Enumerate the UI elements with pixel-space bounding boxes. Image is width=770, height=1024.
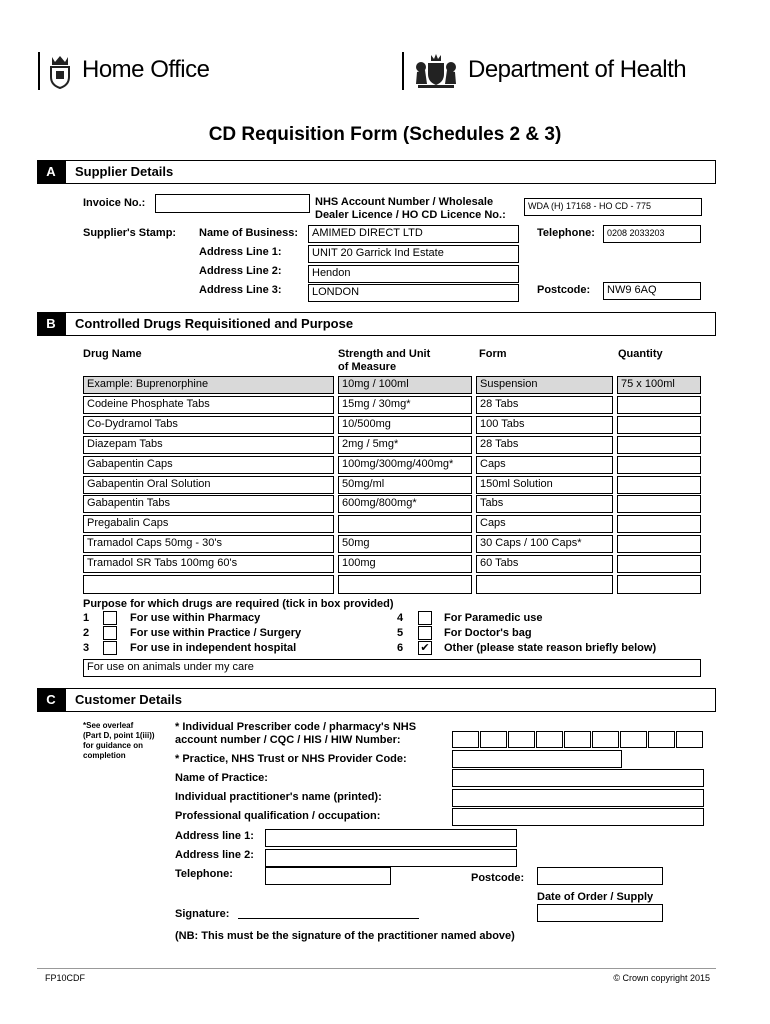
practitioner-name-field[interactable]	[452, 789, 704, 807]
prescriber-code-box[interactable]	[676, 731, 703, 748]
copyright: © Crown copyright 2015	[613, 973, 710, 983]
form-cell[interactable]: Tabs	[476, 495, 613, 513]
drug-name-cell[interactable]: Tramadol Caps 50mg - 30's	[83, 535, 334, 553]
purpose-label-practice: For use within Practice / Surgery	[130, 627, 302, 639]
supplier-postcode-field[interactable]: NW9 6AQ	[603, 282, 701, 300]
purpose-checkbox-doctors-bag[interactable]	[418, 626, 432, 640]
quantity-cell[interactable]	[617, 456, 701, 474]
customer-postcode-label: Postcode:	[471, 872, 525, 884]
address-line-2-field[interactable]: Hendon	[308, 265, 519, 283]
customer-telephone-field[interactable]	[265, 867, 391, 885]
prescriber-code-label-line2: account number / CQC / HIS / HIW Number:	[175, 734, 401, 746]
strength-cell[interactable]	[338, 575, 472, 594]
strength-cell[interactable]: 600mg/800mg*	[338, 495, 472, 513]
customer-postcode-field[interactable]	[537, 867, 663, 885]
section-c-letter: C	[37, 688, 65, 712]
address-line-2-label: Address Line 2:	[199, 265, 282, 277]
supplier-telephone-label: Telephone:	[537, 227, 595, 239]
drug-name-cell[interactable]: Codeine Phosphate Tabs	[83, 396, 334, 414]
purpose-checkbox-other[interactable]	[418, 641, 432, 655]
customer-address-line-2-field[interactable]	[265, 849, 517, 867]
prescriber-code-box[interactable]	[452, 731, 479, 748]
section-a-header: Supplier Details	[65, 160, 716, 184]
strength-cell[interactable]	[338, 515, 472, 533]
purpose-label-pharmacy: For use within Pharmacy	[130, 612, 261, 624]
practice-name-label: Name of Practice:	[175, 772, 268, 784]
form-code: FP10CDF	[45, 973, 86, 983]
footer-divider	[37, 968, 716, 969]
nhs-account-field[interactable]: WDA (H) 17168 - HO CD - 775	[524, 198, 702, 216]
strength-cell[interactable]: 10mg / 100ml	[338, 376, 472, 394]
form-cell[interactable]: 28 Tabs	[476, 436, 613, 454]
purpose-number: 2	[83, 627, 90, 639]
strength-cell[interactable]: 50mg	[338, 535, 472, 553]
date-of-order-label: Date of Order / Supply	[537, 891, 654, 903]
form-title: CD Requisition Form (Schedules 2 & 3)	[208, 124, 562, 145]
qualification-label: Professional qualification / occupation:	[175, 810, 381, 822]
customer-address-line-1-field[interactable]	[265, 829, 517, 847]
signature-label: Signature:	[175, 908, 230, 920]
quantity-cell[interactable]	[617, 515, 701, 533]
col-strength-line2: of Measure	[338, 361, 397, 373]
check-mark-icon: ✔	[420, 642, 430, 654]
strength-cell[interactable]: 100mg	[338, 555, 472, 573]
quantity-cell[interactable]	[617, 416, 701, 434]
form-cell[interactable]: Caps	[476, 456, 613, 474]
form-cell[interactable]: 30 Caps / 100 Caps*	[476, 535, 613, 553]
address-line-3-label: Address Line 3:	[199, 284, 282, 296]
form-cell[interactable]: Caps	[476, 515, 613, 533]
strength-cell[interactable]: 15mg / 30mg*	[338, 396, 472, 414]
purpose-label-other: Other (please state reason briefly below)	[444, 642, 657, 654]
invoice-label: Invoice No.:	[83, 197, 146, 209]
other-reason-field[interactable]: For use on animals under my care	[83, 659, 701, 677]
address-line-3-field[interactable]: LONDON	[308, 284, 519, 302]
drug-name-cell[interactable]: Gabapentin Caps	[83, 456, 334, 474]
purpose-label-doctors-bag: For Doctor's bag	[444, 627, 532, 639]
strength-cell[interactable]: 2mg / 5mg*	[338, 436, 472, 454]
purpose-heading: Purpose for which drugs are required (tick in box provided)	[83, 598, 394, 610]
quantity-cell[interactable]	[617, 555, 701, 573]
prescriber-code-box[interactable]	[480, 731, 507, 748]
signature-line[interactable]	[238, 918, 419, 919]
col-strength-line1: Strength and Unit	[338, 348, 431, 360]
customer-address-line-2-label: Address line 2:	[175, 849, 254, 861]
purpose-number: 1	[83, 612, 90, 624]
department-of-health-logo	[402, 50, 722, 92]
quantity-cell[interactable]	[617, 476, 701, 494]
purpose-label-paramedic: For Paramedic use	[444, 612, 543, 624]
prescriber-code-box[interactable]	[564, 731, 591, 748]
purpose-checkbox-hospital[interactable]	[103, 641, 117, 655]
home-office-wordmark: Home Office	[82, 56, 210, 83]
purpose-number: 5	[397, 627, 404, 639]
quantity-cell[interactable]	[617, 396, 701, 414]
guidance-note: *See overleaf (Part D, point 1(iii)) for guidance on completion	[83, 721, 155, 760]
business-name-label: Name of Business:	[199, 227, 299, 239]
prescriber-code-box[interactable]	[620, 731, 647, 748]
drug-name-cell[interactable]: Diazepam Tabs	[83, 436, 334, 454]
quantity-cell[interactable]	[617, 575, 701, 594]
signature-note: (NB: This must be the signature of the practitioner named above)	[175, 930, 515, 942]
nhs-account-label-line1: NHS Account Number / Wholesale	[315, 196, 494, 208]
purpose-checkbox-paramedic[interactable]	[418, 611, 432, 625]
prescriber-code-label-line1: * Individual Prescriber code / pharmacy's NHS	[175, 721, 417, 733]
section-a-letter: A	[37, 160, 65, 184]
col-drug-name: Drug Name	[83, 348, 142, 360]
purpose-number: 6	[397, 642, 404, 654]
form-cell[interactable]	[476, 575, 613, 594]
department-of-health-wordmark: Department of Health	[468, 56, 687, 83]
purpose-checkbox-practice[interactable]	[103, 626, 117, 640]
royal-coat-of-arms-icon	[412, 52, 460, 90]
qualification-field[interactable]	[452, 808, 704, 826]
form-cell[interactable]: 28 Tabs	[476, 396, 613, 414]
provider-code-label: * Practice, NHS Trust or NHS Provider Code:	[175, 753, 407, 765]
invoice-field[interactable]	[155, 194, 310, 213]
col-quantity: Quantity	[618, 348, 663, 360]
drug-name-cell[interactable]: Co-Dydramol Tabs	[83, 416, 334, 434]
home-office-logo	[38, 50, 228, 92]
royal-crest-icon	[46, 53, 74, 89]
address-line-1-label: Address Line 1:	[199, 246, 282, 258]
nhs-account-label-line2: Dealer Licence / HO CD Licence No.:	[315, 209, 506, 221]
drug-name-cell[interactable]: Gabapentin Tabs	[83, 495, 334, 513]
practitioner-name-label: Individual practitioner's name (printed):	[175, 791, 382, 803]
practice-name-field[interactable]	[452, 769, 704, 787]
section-b-header: Controlled Drugs Requisitioned and Purpose	[65, 312, 716, 336]
supplier-telephone-field[interactable]: 0208 2033203	[603, 225, 701, 243]
prescriber-code-box[interactable]	[536, 731, 563, 748]
customer-address-line-1-label: Address line 1:	[175, 830, 254, 842]
supplier-postcode-label: Postcode:	[537, 284, 591, 296]
drug-name-cell[interactable]	[83, 575, 334, 594]
purpose-checkbox-pharmacy[interactable]	[103, 611, 117, 625]
prescriber-code-box[interactable]	[648, 731, 675, 748]
drug-name-cell[interactable]: Tramadol SR Tabs 100mg 60's	[83, 555, 334, 573]
strength-cell[interactable]: 50mg/ml	[338, 476, 472, 494]
suppliers-stamp-label: Supplier's Stamp:	[83, 227, 177, 239]
purpose-number: 4	[397, 612, 404, 624]
col-form: Form	[479, 348, 507, 360]
address-line-1-field[interactable]: UNIT 20 Garrick Ind Estate	[308, 245, 519, 263]
date-of-order-field[interactable]	[537, 904, 663, 922]
form-cell[interactable]: 100 Tabs	[476, 416, 613, 434]
customer-telephone-label: Telephone:	[175, 868, 233, 880]
section-b-letter: B	[37, 312, 65, 336]
strength-cell[interactable]: 10/500mg	[338, 416, 472, 434]
strength-cell[interactable]: 100mg/300mg/400mg*	[338, 456, 472, 474]
prescriber-code-box[interactable]	[592, 731, 619, 748]
drug-name-cell[interactable]: Example: Buprenorphine	[83, 376, 334, 394]
quantity-cell[interactable]	[617, 535, 701, 553]
drug-name-cell[interactable]: Gabapentin Oral Solution	[83, 476, 334, 494]
quantity-cell[interactable]: 75 x 100ml	[617, 376, 701, 394]
business-name-field[interactable]: AMIMED DIRECT LTD	[308, 225, 519, 243]
form-cell[interactable]: Suspension	[476, 376, 613, 394]
drug-name-cell[interactable]: Pregabalin Caps	[83, 515, 334, 533]
purpose-label-hospital: For use in independent hospital	[130, 642, 297, 654]
quantity-cell[interactable]	[617, 495, 701, 513]
prescriber-code-box[interactable]	[508, 731, 535, 748]
provider-code-field[interactable]	[452, 750, 622, 768]
section-c-header: Customer Details	[65, 688, 716, 712]
purpose-number: 3	[83, 642, 90, 654]
quantity-cell[interactable]	[617, 436, 701, 454]
form-cell[interactable]: 60 Tabs	[476, 555, 613, 573]
form-cell[interactable]: 150ml Solution	[476, 476, 613, 494]
